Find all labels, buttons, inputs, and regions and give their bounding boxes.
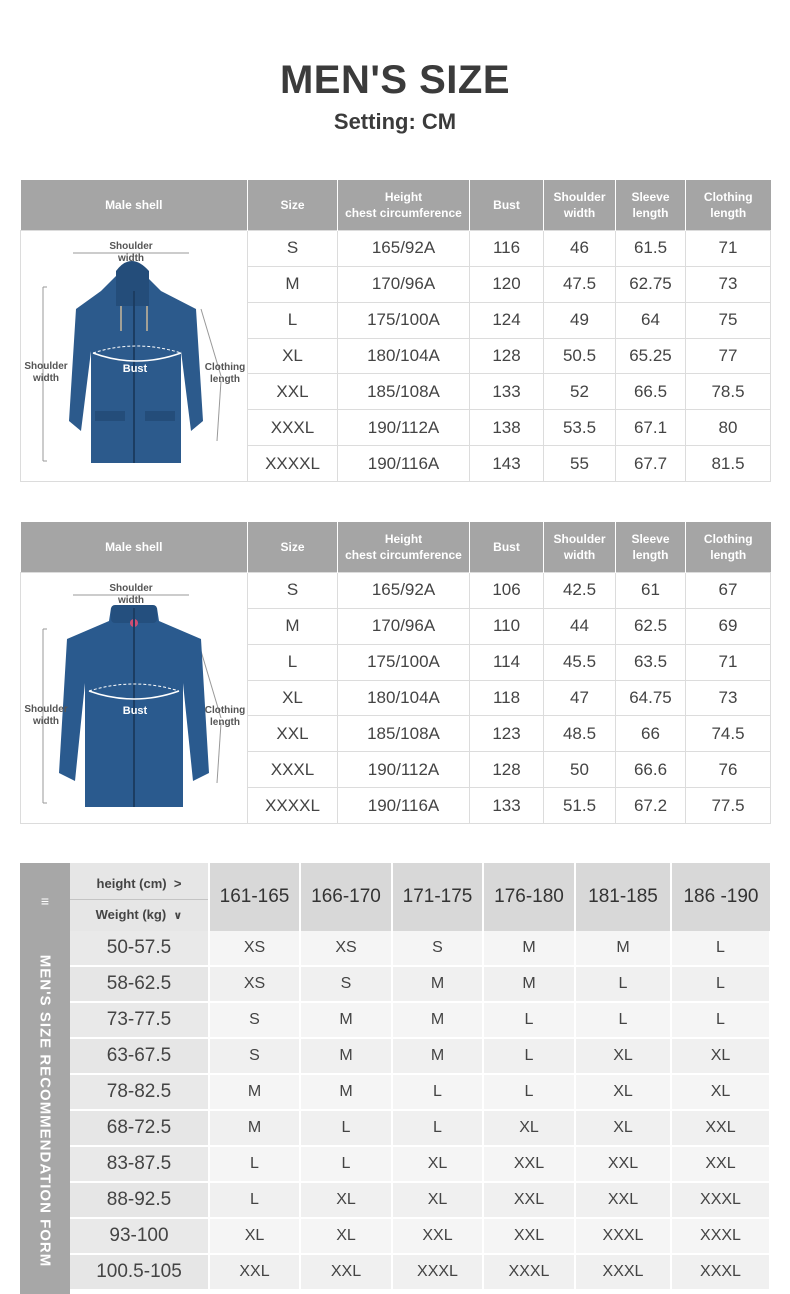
diagram-clothing-l1: Clothing (204, 705, 246, 716)
size-cell: M (483, 931, 575, 966)
cell-sleeve: 61.5 (616, 231, 686, 267)
cell-size: XXL (248, 374, 338, 410)
size-cell: M (300, 1038, 392, 1074)
cell-shoulder: 45.5 (544, 644, 616, 680)
height-range-header: 166-170 (300, 863, 392, 931)
size-cell: XL (575, 1074, 671, 1110)
size-cell: XXL (671, 1110, 770, 1146)
diagram-clothing-l2: length (210, 374, 240, 385)
cell-size: M (248, 608, 338, 644)
cell-bust: 124 (470, 302, 544, 338)
hooded-jacket-icon (21, 231, 247, 481)
diagram-clothing-l1: Clothing (204, 362, 246, 373)
cell-height: 190/116A (338, 788, 470, 824)
size-cell: XL (392, 1182, 483, 1218)
cell-height: 190/112A (338, 410, 470, 446)
weight-range-cell: 100.5-105 (70, 1254, 209, 1290)
cell-size: XL (248, 338, 338, 374)
size-cell: M (209, 1074, 300, 1110)
size-cell: M (392, 1038, 483, 1074)
jacket-diagram-cell (21, 231, 248, 482)
cell-length: 73 (686, 266, 771, 302)
cell-bust: 116 (470, 231, 544, 267)
size-cell: XS (300, 931, 392, 966)
cell-length: 67 (686, 573, 771, 609)
diagram-shoulder-top-label (107, 583, 155, 607)
diagram-shoulder-side-l2: width (32, 373, 60, 384)
weight-range-cell: 68-72.5 (70, 1110, 209, 1146)
header-shoulder-line1: Shoulder (553, 532, 606, 546)
size-cell: XS (209, 966, 300, 1002)
size-cell: XXXL (483, 1254, 575, 1290)
recommendation-table (70, 863, 771, 1291)
cell-bust: 128 (470, 752, 544, 788)
size-cell: XXL (483, 1146, 575, 1182)
size-cell: XL (300, 1218, 392, 1254)
recommendation-vertical-title: MEN'S SIZE RECOMMENDATION FORM (36, 954, 54, 1268)
cell-length: 81.5 (686, 446, 771, 482)
size-cell: XXXL (671, 1182, 770, 1218)
table-row (70, 1182, 770, 1218)
cell-shoulder: 55 (544, 446, 616, 482)
cell-height: 165/92A (338, 573, 470, 609)
size-cell: L (209, 1182, 300, 1218)
header-sleeve-line1: Sleeve (631, 190, 670, 204)
cell-sleeve: 64.75 (616, 680, 686, 716)
cell-height: 180/104A (338, 338, 470, 374)
header-sleeve (616, 180, 686, 231)
header-height-line2: chest circumference (345, 206, 462, 220)
cell-height: 165/92A (338, 231, 470, 267)
header-shoulder-line1: Shoulder (553, 190, 606, 204)
table-row (70, 1254, 770, 1290)
header-height (338, 180, 470, 231)
cell-shoulder: 47.5 (544, 266, 616, 302)
chevron-right-icon: > (173, 876, 182, 891)
height-range-header: 176-180 (483, 863, 575, 931)
cell-sleeve: 65.25 (616, 338, 686, 374)
fleece-jacket-icon (21, 573, 247, 823)
diagram-bust-label: Bust (122, 705, 148, 717)
cell-size: S (248, 573, 338, 609)
header-clothing (686, 180, 771, 231)
header-clothing-line1: Clothing (703, 532, 753, 546)
recommendation-corner (70, 863, 209, 931)
size-cell: XS (209, 931, 300, 966)
size-cell: L (483, 1002, 575, 1038)
cell-length: 69 (686, 608, 771, 644)
weight-label-text: Weight (kg) (95, 907, 167, 922)
cell-length: 74.5 (686, 716, 771, 752)
cell-shoulder: 51.5 (544, 788, 616, 824)
cell-shoulder: 44 (544, 608, 616, 644)
cell-shoulder: 48.5 (544, 716, 616, 752)
header-clothing-line2: length (710, 206, 747, 220)
weight-range-cell: 88-92.5 (70, 1182, 209, 1218)
cell-length: 77 (686, 338, 771, 374)
page-title: MEN'S SIZE (279, 58, 511, 102)
size-cell: XXXL (671, 1218, 770, 1254)
recommendation-header-row (70, 863, 770, 931)
cell-sleeve: 62.75 (616, 266, 686, 302)
cell-sleeve: 67.7 (616, 446, 686, 482)
size-cell: XL (209, 1218, 300, 1254)
size-cell: S (209, 1038, 300, 1074)
header-clothing-line1: Clothing (703, 190, 753, 204)
cell-bust: 133 (470, 374, 544, 410)
cell-shoulder: 49 (544, 302, 616, 338)
height-label-text: height (cm) (96, 876, 167, 891)
fleece-diagram (21, 573, 247, 823)
diagram-shoulder-side-l2: width (32, 716, 60, 727)
size-cell: XXL (483, 1218, 575, 1254)
header-shoulder-line2: width (563, 548, 596, 562)
cell-length: 78.5 (686, 374, 771, 410)
cell-bust: 106 (470, 573, 544, 609)
size-cell: L (300, 1110, 392, 1146)
menu-icon: ≡ (40, 893, 50, 909)
diagram-clothing-l2: length (210, 717, 240, 728)
diagram-shoulder-top-label (107, 241, 155, 265)
diagram-shoulder-top-l2: width (117, 253, 145, 264)
cell-shoulder: 53.5 (544, 410, 616, 446)
size-cell: M (392, 1002, 483, 1038)
cell-length: 80 (686, 410, 771, 446)
table-header-row (21, 180, 771, 231)
diagram-shoulder-top-l2: width (117, 595, 145, 606)
header-height-line2: chest circumference (345, 548, 462, 562)
header-sleeve-line1: Sleeve (631, 532, 670, 546)
size-cell: M (392, 966, 483, 1002)
size-cell: XXL (209, 1254, 300, 1290)
size-cell: M (300, 1002, 392, 1038)
size-cell: XL (575, 1038, 671, 1074)
recommendation-sidebar (20, 863, 70, 1294)
chevron-down-icon: ∨ (173, 910, 183, 922)
cell-height: 190/112A (338, 752, 470, 788)
header-male-shell: Male shell (21, 180, 248, 231)
diagram-shoulder-side-l1: Shoulder (24, 704, 68, 715)
weight-range-cell: 58-62.5 (70, 966, 209, 1002)
size-cell: M (483, 966, 575, 1002)
cell-size: XXXL (248, 410, 338, 446)
size-cell: L (483, 1074, 575, 1110)
height-axis-label (70, 863, 208, 900)
header-clothing (686, 522, 771, 573)
cell-sleeve: 61 (616, 573, 686, 609)
table-row (70, 1218, 770, 1254)
cell-height: 185/108A (338, 374, 470, 410)
diagram-shoulder-side-l1: Shoulder (24, 361, 68, 372)
table-row (70, 1110, 770, 1146)
size-cell: XL (575, 1110, 671, 1146)
cell-length: 71 (686, 231, 771, 267)
cell-sleeve: 63.5 (616, 644, 686, 680)
weight-range-cell: 50-57.5 (70, 931, 209, 966)
size-cell: XL (300, 1182, 392, 1218)
diagram-bust-label: Bust (122, 363, 148, 375)
table-header-row (21, 522, 771, 573)
weight-range-cell: 93-100 (70, 1218, 209, 1254)
weight-range-cell: 78-82.5 (70, 1074, 209, 1110)
cell-bust: 110 (470, 608, 544, 644)
cell-sleeve: 64 (616, 302, 686, 338)
size-cell: L (209, 1146, 300, 1182)
diagram-shoulder-side-label (23, 704, 69, 728)
header-height-line1: Height (384, 532, 423, 546)
page-subtitle: Setting: CM (333, 109, 457, 134)
table-row (70, 1002, 770, 1038)
size-cell: L (300, 1146, 392, 1182)
cell-sleeve: 62.5 (616, 608, 686, 644)
diagram-shoulder-top-l1: Shoulder (109, 241, 153, 252)
height-range-header: 186 -190 (671, 863, 770, 931)
cell-size: XXL (248, 716, 338, 752)
size-cell: L (671, 966, 770, 1002)
cell-height: 170/96A (338, 266, 470, 302)
size-cell: L (483, 1038, 575, 1074)
cell-size: XXXXL (248, 788, 338, 824)
weight-axis-label (70, 900, 208, 931)
cell-height: 175/100A (338, 644, 470, 680)
header-height (338, 522, 470, 573)
height-range-header: 171-175 (392, 863, 483, 931)
cell-bust: 120 (470, 266, 544, 302)
diagram-clothing-label (203, 705, 247, 729)
size-cell: L (392, 1074, 483, 1110)
height-range-header: 161-165 (209, 863, 300, 931)
size-cell: XL (392, 1146, 483, 1182)
cell-shoulder: 52 (544, 374, 616, 410)
cell-size: XXXL (248, 752, 338, 788)
header-height-line1: Height (384, 190, 423, 204)
table-row (70, 966, 770, 1002)
size-cell: M (575, 931, 671, 966)
cell-shoulder: 46 (544, 231, 616, 267)
cell-length: 77.5 (686, 788, 771, 824)
cell-sleeve: 66 (616, 716, 686, 752)
cell-bust: 114 (470, 644, 544, 680)
cell-length: 71 (686, 644, 771, 680)
size-cell: XXL (575, 1146, 671, 1182)
cell-bust: 143 (470, 446, 544, 482)
size-cell: XL (483, 1110, 575, 1146)
size-cell: XXL (671, 1146, 770, 1182)
size-cell: XXXL (575, 1254, 671, 1290)
weight-range-cell: 83-87.5 (70, 1146, 209, 1182)
cell-height: 180/104A (338, 680, 470, 716)
diagram-shoulder-top-l1: Shoulder (109, 583, 153, 594)
cell-sleeve: 67.1 (616, 410, 686, 446)
fleece-diagram-cell (21, 573, 248, 824)
cell-shoulder: 50 (544, 752, 616, 788)
cell-height: 185/108A (338, 716, 470, 752)
table-row (70, 1074, 770, 1110)
size-cell: S (300, 966, 392, 1002)
size-cell: S (392, 931, 483, 966)
table-row (70, 1038, 770, 1074)
header-shoulder-line2: width (563, 206, 596, 220)
size-recommendation-form (20, 863, 770, 1294)
size-cell: XXL (483, 1182, 575, 1218)
header-bust: Bust (470, 522, 544, 573)
cell-size: XL (248, 680, 338, 716)
size-cell: XXL (392, 1218, 483, 1254)
size-cell: L (671, 1002, 770, 1038)
cell-height: 190/116A (338, 446, 470, 482)
header-shoulder (544, 180, 616, 231)
cell-bust: 128 (470, 338, 544, 374)
cell-height: 175/100A (338, 302, 470, 338)
cell-size: S (248, 231, 338, 267)
size-cell: XL (671, 1074, 770, 1110)
jacket-diagram (21, 231, 247, 481)
size-table-fleece (20, 522, 771, 824)
header-size: Size (248, 180, 338, 231)
cell-sleeve: 67.2 (616, 788, 686, 824)
size-cell: L (575, 1002, 671, 1038)
cell-size: L (248, 644, 338, 680)
size-cell: S (209, 1002, 300, 1038)
table-row (21, 573, 771, 609)
cell-sleeve: 66.6 (616, 752, 686, 788)
weight-range-cell: 73-77.5 (70, 1002, 209, 1038)
size-cell: L (575, 966, 671, 1002)
weight-range-cell: 63-67.5 (70, 1038, 209, 1074)
cell-bust: 138 (470, 410, 544, 446)
size-cell: L (671, 931, 770, 966)
cell-bust: 133 (470, 788, 544, 824)
header-sleeve (616, 522, 686, 573)
cell-shoulder: 42.5 (544, 573, 616, 609)
size-cell: M (209, 1110, 300, 1146)
cell-length: 73 (686, 680, 771, 716)
table-row (70, 1146, 770, 1182)
size-cell: XXXL (671, 1254, 770, 1290)
size-cell: XL (671, 1038, 770, 1074)
header-shoulder (544, 522, 616, 573)
header-sleeve-line2: length (632, 548, 669, 562)
size-cell: XXL (300, 1254, 392, 1290)
diagram-clothing-label (203, 362, 247, 386)
header-clothing-line2: length (710, 548, 747, 562)
cell-shoulder: 47 (544, 680, 616, 716)
height-range-header: 181-185 (575, 863, 671, 931)
cell-length: 76 (686, 752, 771, 788)
header-sleeve-line2: length (632, 206, 669, 220)
size-cell: XXXL (575, 1218, 671, 1254)
size-cell: XXL (575, 1182, 671, 1218)
table-row (70, 931, 770, 966)
header-male-shell: Male shell (21, 522, 248, 573)
cell-size: M (248, 266, 338, 302)
cell-size: XXXXL (248, 446, 338, 482)
cell-size: L (248, 302, 338, 338)
cell-bust: 118 (470, 680, 544, 716)
table-row (21, 231, 771, 267)
cell-sleeve: 66.5 (616, 374, 686, 410)
cell-length: 75 (686, 302, 771, 338)
size-cell: M (300, 1074, 392, 1110)
cell-height: 170/96A (338, 608, 470, 644)
cell-bust: 123 (470, 716, 544, 752)
diagram-shoulder-side-label (23, 361, 69, 385)
cell-shoulder: 50.5 (544, 338, 616, 374)
header-bust: Bust (470, 180, 544, 231)
size-cell: L (392, 1110, 483, 1146)
header-size: Size (248, 522, 338, 573)
size-cell: XXXL (392, 1254, 483, 1290)
size-table-jacket (20, 180, 771, 482)
